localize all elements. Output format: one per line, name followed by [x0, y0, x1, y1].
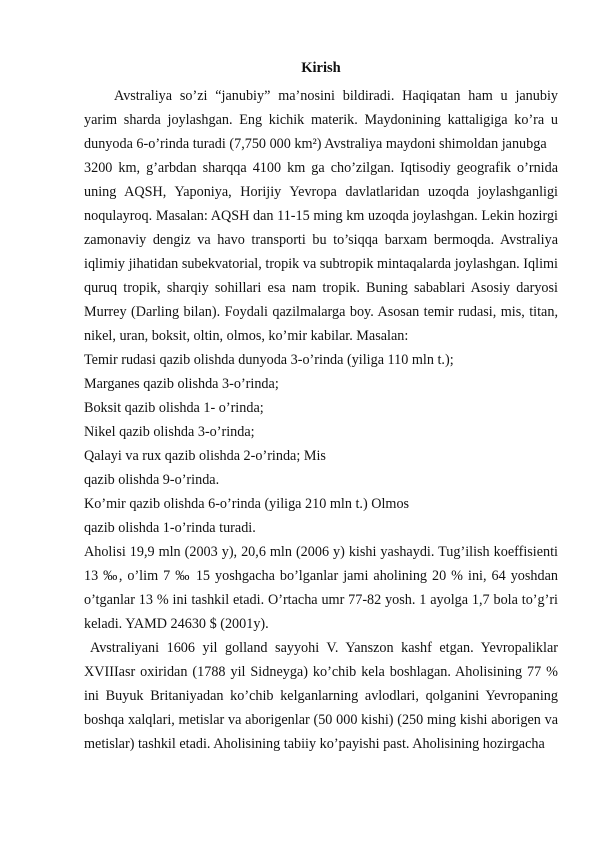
geography-paragraph: 3200 km, g’arbdan sharqqa 4100 km ga cho’zilgan. Iqtisodiy geografik o’rnida uning AQSH, Yaponiya, Horijiy Yevropa davlatlaridan uzoqda joylashganligi noqulayroq. Masalan: AQSH dan 11-15 ming km uzoqda joylashgan. Lekin hozirgi zamonaviy dengiz va havo transporti bu to’siqqa barxam bermoqda. Avstraliya iqlimiy jihatidan subekvatorial, tropik va subtropik mintaqalarda joylashgan. Iqlimi quruq tropik, sharqiy sohillari esa nam tropik. Buning sabablari Asosiy daryosi Murrey (Darling bilan). Foydali qazilmalarga boy. Asosan temir rudasi, mis, titan, nikel, uran, boksit, oltin, olmos, ko’mir kabilar. Masalan: [84, 160, 558, 344]
resource-line: Nikel qazib olishda 3-o’rinda; [84, 424, 255, 440]
resource-line: Temir rudasi qazib olishda dunyoda 3-o’rinda (yiliga 110 mln t.); [84, 352, 454, 368]
resource-line: Qalayi va rux qazib olishda 2-o’rinda; Mis [84, 448, 326, 464]
resource-line: Marganes qazib olishda 3-o’rinda; [84, 376, 279, 392]
page-title: Kirish [301, 60, 341, 76]
history-paragraph: Avstraliyani 1606 yil golland sayyohi V. Yanszon kashf etgan. Yevropaliklar XVIIIasr oxiridan (1788 yil Sidneyga) ko’chib kela boshlagan. Aholisining 77 % ini Buyuk Britaniyadan ko’chib kelganlarning avlodlari, qolganini Yevropaning boshqa xalqlari, metislar va aborigenlar (50 000 kishi) (250 ming kishi aborigen va metislar) tashkil etadi. Aholisining tabiiy ko’payishi past. Aholisining hozirgacha [84, 640, 558, 752]
document-page [84, 56, 558, 756]
resource-line: Boksit qazib olishda 1- o’rinda; [84, 400, 264, 416]
resource-line: qazib olishda 9-o’rinda. [84, 472, 220, 488]
population-paragraph: Aholisi 19,9 mln (2003 y), 20,6 mln (2006 y) kishi yashaydi. Tug’ilish koeffisienti 13 ‰, o’lim 7 ‰ 15 yoshgacha bo’lganlar jami aholining 20 % ini, 64 yoshdan o’tganlar 13 % ini tashkil etadi. O’rtacha umr 77-82 yosh. 1 ayolga 1,7 bola to’g’ri keladi. YAMD 24630 $ (2001y). [84, 544, 558, 632]
resource-line: Ko’mir qazib olishda 6-o’rinda (yiliga 210 mln t.) Olmos [84, 496, 410, 512]
resource-line: qazib olishda 1-o’rinda turadi. [84, 520, 256, 536]
intro-paragraph: Avstraliya so’zi “janubiy” ma’nosini bildiradi. Haqiqatan ham u janubiy yarim sharda joylashgan. Eng kichik materik. Maydonining kattaligiga ko’ra u dunyoda 6-o’rinda turadi (7,750 000 km²) Avstraliya maydoni shimoldan janubga [84, 88, 558, 152]
